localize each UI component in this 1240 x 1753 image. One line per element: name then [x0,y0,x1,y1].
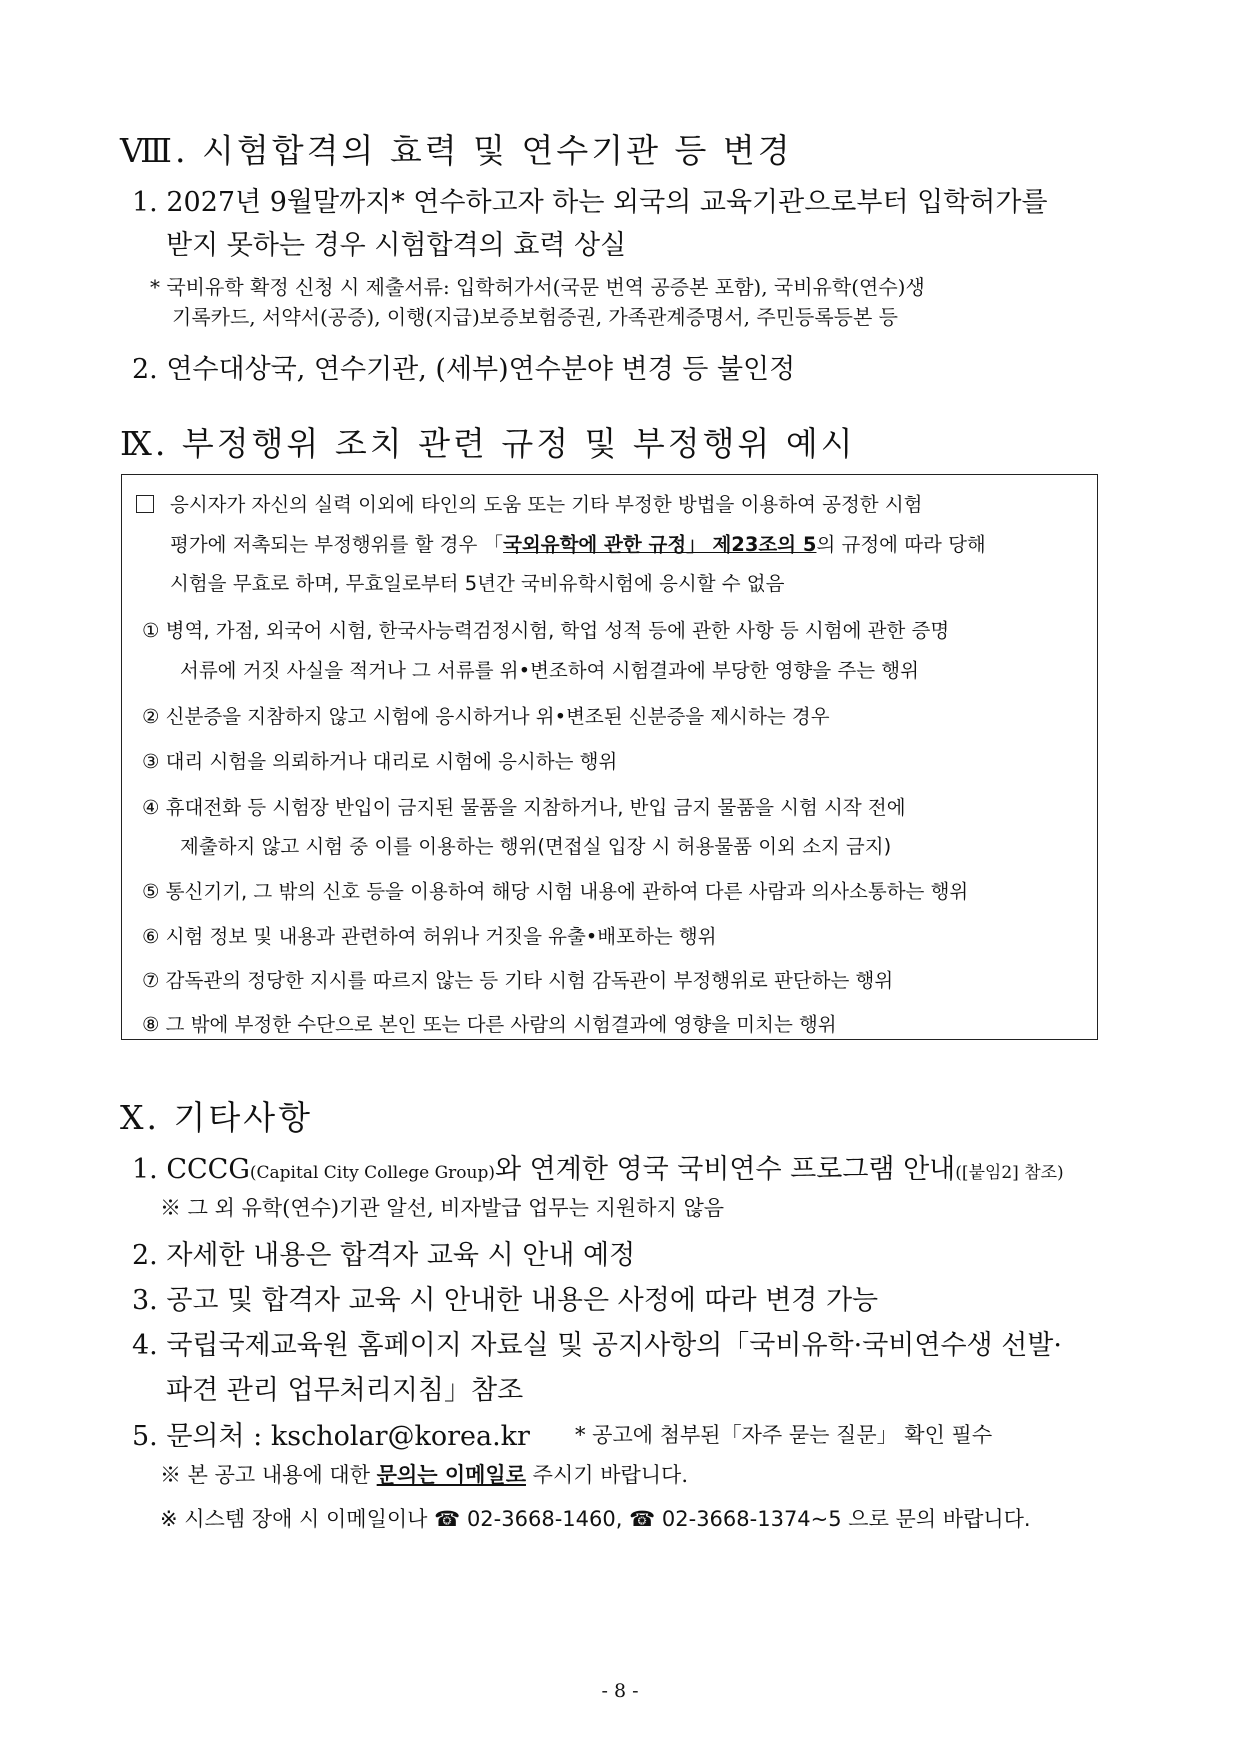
section-10-item-3: 3. 공고 및 합격자 교육 시 안내한 내용은 사정에 따라 변경 가능 [132,1285,879,1316]
section-8-note-line-1: * 국비유학 확정 신청 시 제출서류: 입학허가서(국문 번역 공증본 포함), 국비유학(연수)생 [150,275,925,299]
misconduct-item-8: ⑧ 그 밖에 부정한 수단으로 본인 또는 다른 사람의 시험결과에 영향을 미치는 행위 [142,1013,837,1036]
misconduct-intro-line-1 [136,489,923,517]
intro-text-2a: 평가에 저촉되는 부정행위를 할 경우 「 [170,533,504,556]
section-10-item-4-line-2: 파견 관리 업무처리지침」참조 [166,1375,524,1406]
cccg-fullname: (Capital City College Group) [249,1163,496,1183]
misconduct-item-2: ② 신분증을 지참하지 않고 시험에 응시하거나 위•변조된 신분증을 제시하는 경우 [142,705,830,728]
system-failure-note: ※ 시스템 장애 시 이메일이나 ☎ 02-3668-1460, ☎ 02-3668-1374~5 으로 문의 바랍니다. [160,1507,1031,1531]
section-8-title: Ⅷ. 시험합격의 효력 및 연수기관 등 변경 [120,131,793,170]
item-1-text: 와 연계한 영국 국비연수 프로그램 안내 [495,1154,956,1185]
misconduct-item-6: ⑥ 시험 정보 및 내용과 관련하여 허위나 거짓을 유출•배포하는 행위 [142,925,717,948]
section-10-title: Ⅹ. 기타사항 [120,1098,313,1137]
cccg-label: 1. CCCG [132,1154,250,1185]
note-1-text-c: 주시기 바랍니다. [525,1463,689,1487]
intro-text-2c: 의 규정에 따라 당해 [816,533,986,556]
section-10-item-1-note: ※ 그 외 유학(연수)기관 알선, 비자발급 업무는 지원하지 않음 [160,1196,725,1220]
section-8-note-line-2: 기록카드, 서약서(공증), 이행(지급)보증보험증권, 가족관계증명서, 주민등록등본 등 [172,305,898,329]
section-10-item-2: 2. 자세한 내용은 합격자 교육 시 안내 예정 [132,1240,636,1271]
misconduct-item-3: ③ 대리 시험을 의뢰하거나 대리로 시험에 응시하는 행위 [142,750,618,773]
attachment-reference: ([붙임2] 참조) [955,1163,1064,1183]
misconduct-intro-line-3: 시험을 무효로 하며, 무효일로부터 5년간 국비유학시험에 응시할 수 없음 [170,572,785,595]
section-10-item-1 [132,1147,1064,1186]
email-emphasis: 문의는 이메일로 [376,1462,526,1487]
misconduct-item-7: ⑦ 감독관의 정당한 지시를 따르지 않는 등 기타 시험 감독관이 부정행위로 판단하는 행위 [142,969,894,992]
misconduct-intro-line-2 [170,529,986,557]
misconduct-item-5: ⑤ 통신기기, 그 밖의 신호 등을 이용하여 해당 시험 내용에 관하여 다른 사람과 의사소통하는 행위 [142,880,969,903]
misconduct-item-4-line-2: 제출하지 않고 시험 중 이를 이용하는 행위(면접실 입장 시 허용물품 이외 소지 금지) [180,835,892,858]
section-8-item-2: 2. 연수대상국, 연수기관, (세부)연수분야 변경 등 불인정 [132,354,796,385]
section-8-item-1-line-2: 받지 못하는 경우 시험합격의 효력 상실 [166,230,627,261]
misconduct-item-1-line-1: ① 병역, 가점, 외국어 시험, 한국사능력검정시험, 학업 성적 등에 관한 사항 등 시험에 관한 증명 [142,619,950,642]
section-10-item-4-line-1: 4. 국립국제교육원 홈페이지 자료실 및 공지사항의「국비유학·국비연수생 선발· [132,1330,1062,1361]
intro-text-1: 응시자가 자신의 실력 이외에 타인의 도움 또는 기타 부정한 방법을 이용하여 공정한 시험 [170,493,923,516]
misconduct-item-1-line-2: 서류에 거짓 사실을 적거나 그 서류를 위•변조하여 시험결과에 부당한 영향을 주는 행위 [180,659,919,682]
page-number: - 8 - [601,1680,639,1702]
regulation-reference: 국외유학에 관한 규정」 제23조의 5 [503,533,817,556]
section-8-item-1-line-1: 1. 2027년 9월말까지* 연수하고자 하는 외국의 교육기관으로부터 입학허가를 [132,187,1048,218]
section-9-title: Ⅸ. 부정행위 조치 관련 규정 및 부정행위 예시 [120,424,856,463]
email-inquiry-note [160,1459,688,1489]
section-10-item-5-contact: 5. 문의처 : kscholar@korea.kr [132,1421,530,1452]
checkbox-icon [136,495,154,513]
section-10-item-5-faq-note: * 공고에 첨부된「자주 묻는 질문」 확인 필수 [575,1423,993,1447]
misconduct-box [121,474,1098,1040]
note-1-text-a: ※ 본 공고 내용에 대한 [160,1463,377,1487]
misconduct-item-4-line-1: ④ 휴대전화 등 시험장 반입이 금지된 물품을 지참하거나, 반입 금지 물품을 시험 시작 전에 [142,796,906,819]
